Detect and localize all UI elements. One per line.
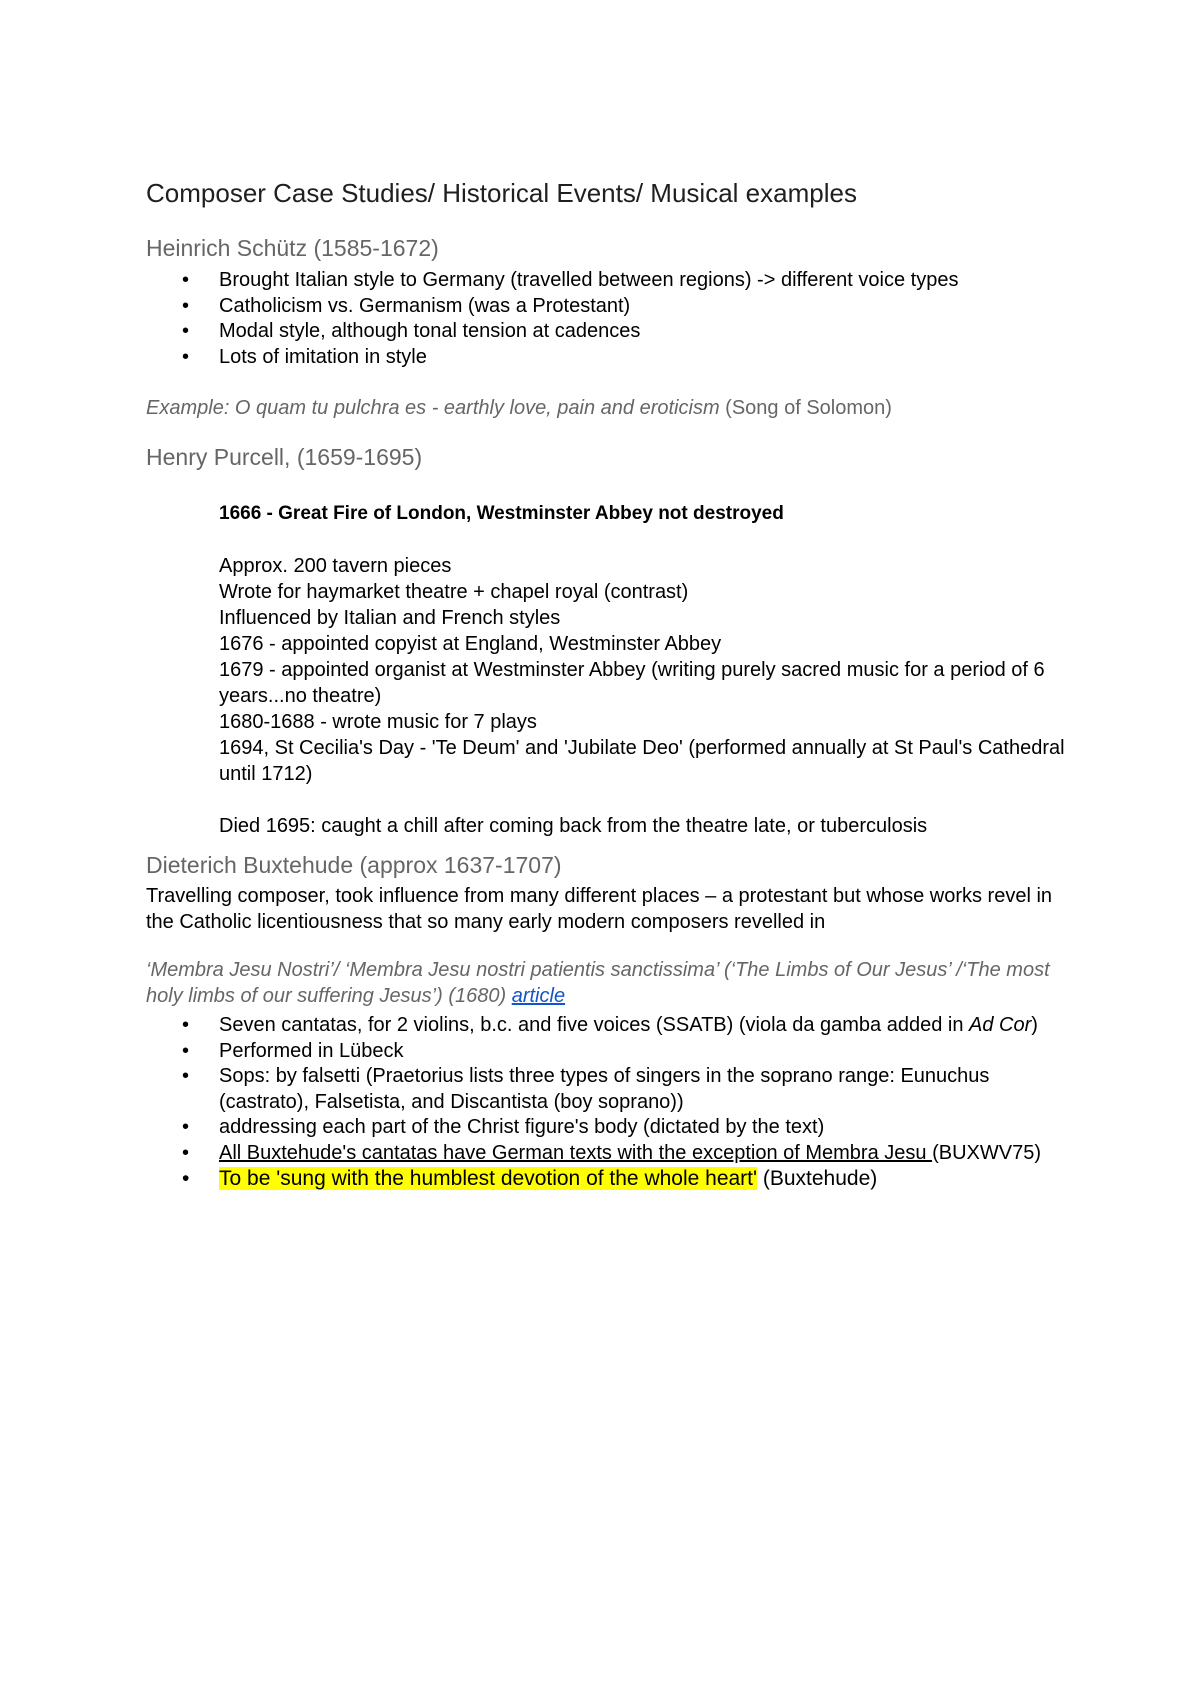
list-item: • Brought Italian style to Germany (travelled between regions) -> different voice types — [146, 268, 1076, 294]
purcell-line: Wrote for haymarket theatre + chapel royal (contrast) — [219, 581, 689, 603]
bullet-icon: • — [182, 1039, 190, 1062]
bullet-icon: • — [182, 1014, 190, 1036]
purcell-line: 1694, St Cecilia's Day - 'Te Deum' and 'Jubilate Deo' (performed annually at St Paul's Cathedral until 1712) — [219, 737, 1065, 785]
bullet-icon: • — [182, 269, 190, 291]
purcell-line: Approx. 200 tavern pieces — [219, 555, 452, 577]
list-item: • Seven cantatas, for 2 violins, b.c. and five voices (SSATB) (viola da gamba added in Ad Cor) — [146, 1013, 1076, 1039]
schutz-bullet-list — [146, 268, 1076, 370]
heading-buxtehude: Dieterich Buxtehude (approx 1637-1707) — [146, 852, 562, 878]
buxtehude-bullet-list — [146, 1013, 1076, 1192]
purcell-line: 1679 - appointed organist at Westminster Abbey (writing purely sacred music for a period of 6 years...no theatre) — [219, 659, 1045, 707]
purcell-died: Died 1695: caught a chill after coming back from the theatre late, or tuberculosis — [219, 815, 928, 837]
bullet-icon: • — [182, 320, 190, 342]
list-item: • Catholicism vs. Germanism (was a Protestant) — [146, 294, 1076, 320]
article-link[interactable]: article — [511, 985, 566, 1007]
list-item: • Modal style, although tonal tension at cadences — [146, 319, 1076, 345]
page-title: Composer Case Studies/ Historical Events/ Musical examples — [146, 178, 857, 208]
heading-purcell: Henry Purcell, (1659-1695) — [146, 444, 423, 470]
bullet-icon: • — [182, 1167, 190, 1190]
heading-schutz: Heinrich Schütz (1585-1672) — [146, 235, 439, 261]
list-item: • Performed in Lübeck — [146, 1039, 1076, 1065]
bullet-icon: • — [182, 294, 190, 317]
purcell-line: Influenced by Italian and French styles — [219, 607, 561, 629]
bullet-icon: • — [182, 1065, 190, 1087]
buxtehude-work-title: ‘Membra Jesu Nostri’/ ‘Membra Jesu nostri patientis sanctissima’ (‘The Limbs of Our Jesus’ /‘The most holy limbs of our suffering Jesus’) (1680) article — [146, 959, 1050, 1007]
purcell-notes — [146, 501, 1076, 839]
buxtehude-intro: Travelling composer, took influence from many different places – a protestant but whose works revel in the Catholic licentiousness that so many early modern composers revelled in — [146, 885, 1053, 933]
purcell-event: 1666 - Great Fire of London, Westminster Abbey not destroyed — [219, 503, 784, 524]
bullet-icon: • — [182, 1141, 190, 1164]
schutz-example: Example: O quam tu pulchra es - earthly love, pain and eroticism (Song of Solomon) — [146, 397, 892, 419]
purcell-line: 1676 - appointed copyist at England, Westminster Abbey — [219, 633, 722, 655]
list-item: • All Buxtehude's cantatas have German texts with the exception of Membra Jesu (BUXWV75) — [146, 1141, 1076, 1167]
list-item: • addressing each part of the Christ figure's body (dictated by the text) — [146, 1115, 1076, 1141]
list-item: • Lots of imitation in style — [146, 345, 1076, 371]
bullet-icon: • — [182, 1116, 190, 1138]
list-item: • To be 'sung with the humblest devotion of the whole heart' (Buxtehude) — [182, 1167, 878, 1190]
highlighted-quote: To be 'sung with the humblest devotion of the whole heart' — [219, 1167, 758, 1190]
purcell-line: 1680-1688 - wrote music for 7 plays — [219, 711, 537, 733]
document-content — [146, 176, 1076, 1192]
bullet-icon: • — [182, 345, 190, 368]
list-item: • Sops: by falsetti (Praetorius lists three types of singers in the soprano range: Eunuchus (castrato), Falsetista, and Discantista (boy soprano)) — [182, 1065, 990, 1113]
